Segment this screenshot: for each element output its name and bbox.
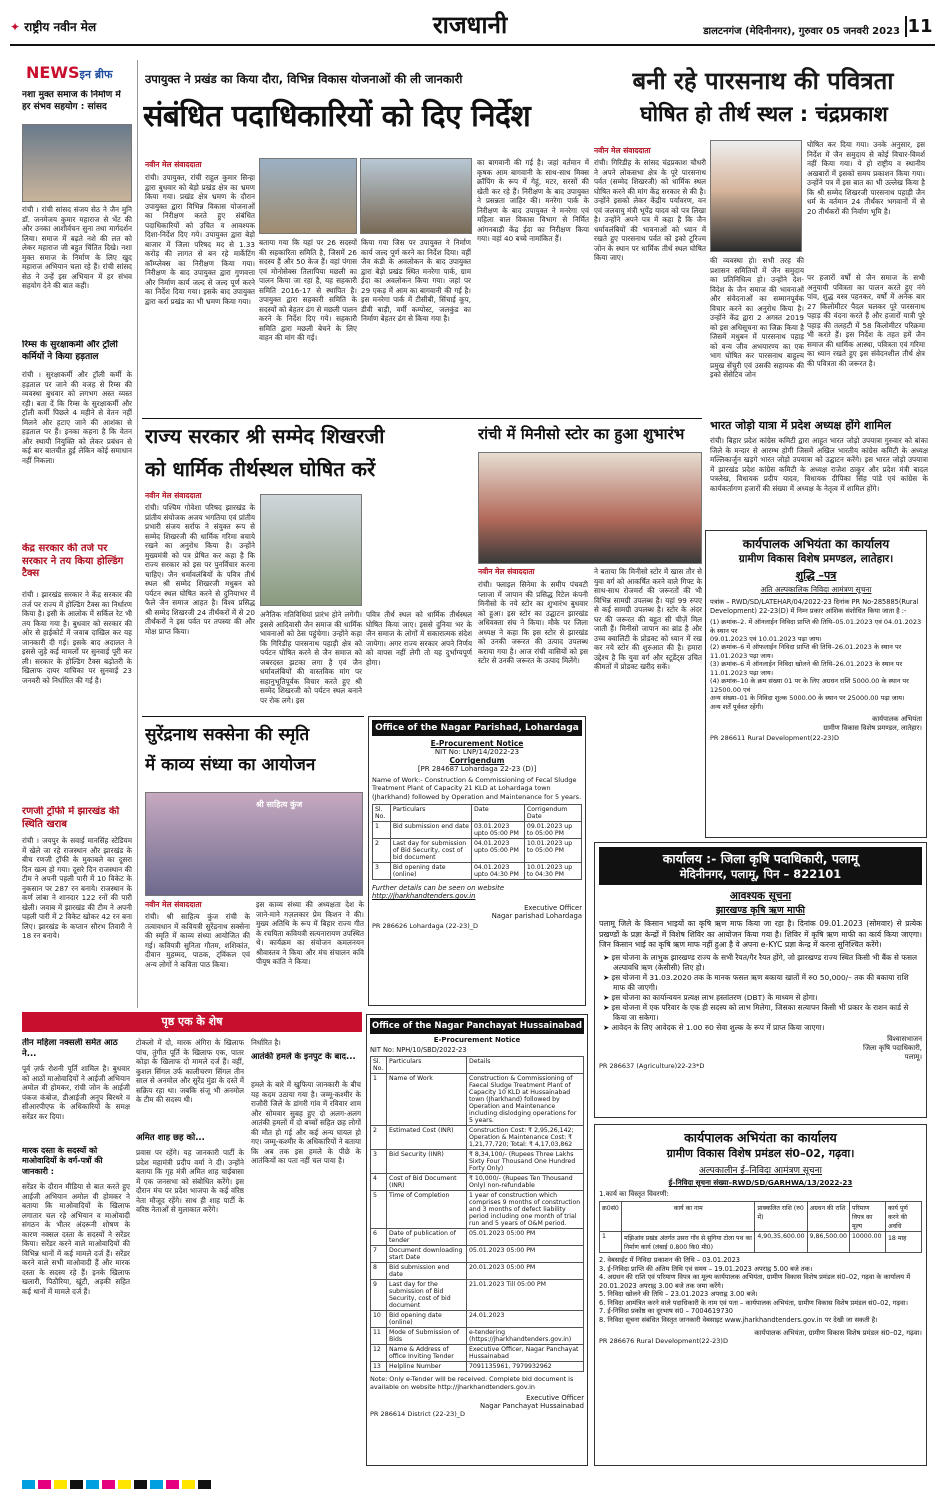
table-header-cell: Particulars [387, 1057, 467, 1074]
table-row [371, 1311, 584, 1328]
registration-swatch [182, 1480, 195, 1489]
masthead-logo [10, 18, 96, 35]
table-row [600, 1232, 922, 1253]
hussainabad-table [370, 1056, 584, 1372]
registration-swatch [102, 1480, 115, 1489]
garhwa-item: 5. निविदा खोलने की तिथि – 23.01.2023 अपराह्न 3.00 बजे। [599, 1290, 758, 1299]
miniso-col-2: ने बताया कि मिनीसो स्टोर में खास तौर से युवा वर्ग को आकर्षित करने वाले गिफ्ट के साथ-साथ रोजमर्रा की जरूरतों की भी विभिन्न सामग्री उपलब्ध है। यहां 99 रुपए से कई सामग्री उपलब्ध है। स्टोर के अंदर घर की जरूरत की बहुत सी चीज़ें मिल जाती हैं। मिनीसो जापान का ब्रांड है और उच्च क्वालिटी के प्रोडक्ट को ध्यान में रख कर नये स्टोर की शुरुआत की है। हमारा उद्देश्य है कि युवा वर्ग और स्टूडेंट्स उचित कीमतों में प्रोडक्ट खरीद सकें। [594, 567, 702, 671]
table-header-cell: कार्य पूर्ण करने की अवधि [886, 1202, 922, 1232]
saxena-col-1: रांची। श्री साहित्य कुंज रांची के तत्वावधान में कवियत्री सुरेंद्रनाथ सक्सेना की स्मृति में काव्य संध्या आयोजित की गई। कवियत्री सुनिता गौतम, शशिकांत, दीवान मुहम्मद, पाठक, ट्विंकल एवं अन्य लोगों ने कविता पाठ किया। [145, 912, 250, 969]
table-cell: Helpline Number [387, 1362, 467, 1372]
lead-headline: संबंधित पदाधिकारियों को दिए निर्देश [143, 99, 531, 134]
table-cell: Name of Work [387, 1074, 467, 1126]
color-registration-strip [22, 1474, 922, 1484]
table-cell: 05.01.2023 05:00 PM [467, 1246, 584, 1263]
left-column-divider [137, 60, 138, 1008]
garhwa-lead: 1.कार्य का विस्तृत विवरणी: [599, 1190, 669, 1198]
krishi-bullet-text: इस योजना में एक परिवार के एक ही सदस्य को लाभ मिलेगा, जिसका सत्यापन किसी भी प्रकार के राशन कार्ड से किया जा सकेगा। [611, 1002, 909, 1022]
krishi-header-block [599, 847, 922, 885]
table-row [371, 1263, 584, 1280]
garhwa-title-1: कार्यपालक अभियंता का कार्यालय [684, 1130, 837, 1145]
table-row [371, 1328, 584, 1345]
garhwa-table-header [600, 1202, 922, 1232]
registration-swatch [86, 1480, 99, 1489]
miniso-col-1: रांची। फ्लाइल सिनेमा के समीप पंचवटी प्लाजा में जापान की प्रसिद्ध रिटेल कंपनी मिनीसो के नये स्टोर का शुभारंभ बुधवार को हुआ। इस स्टोर का उद्घाटन झारखंड अधिवक्ता संघ ने किया। मौके पर जिला अध्यक्ष ने कहा कि इस स्टोर से झारखंड को उनकी जरूरत की उत्पाद उपलब्ध कराया गया है। आज रांची वासियों को इस स्टोर से उनकी जरूरत के उत्पाद मिलेंगे। [478, 580, 588, 665]
table-cell: 2 [373, 839, 391, 863]
table-cell: 13 [371, 1362, 387, 1372]
page-header [10, 6, 935, 46]
table-cell: Construction Cost: ₹ 2,95,26,142; Operation & Maintenance Cost: ₹ 1,21,77,720; Total: ₹ 4,17,03,862 [467, 1126, 584, 1150]
table-cell: ₹ 10,000/- (Rupees Ten Thousand Only) non-refundable [467, 1174, 584, 1191]
continued-body-1: पूर्व ज़र्फ रोशनी पूर्ति शामिल है। बुधवार को आठों माओवादियों ने आईजी अभियान अमोल वी होमकर, रांची जोन के आईजी पंकज कंबोज, डीआईजी अनूप बिरथरे व सीआरपीएफ के अधिकारियों के समक्ष सरेंडर कर दिया। [22, 1064, 130, 1121]
table-cell: 4,90,35,600.00 [755, 1232, 807, 1253]
lohardaga-officer-1: Executive Officer [524, 904, 582, 913]
shikharji-col-1: रांची। पश्चिम गोवेशा परिषद झारखंड के प्रांतीय संयोजक अजय भगतिया एवं प्रांतीय प्रभारी संजय सर्राफ ने संयुक्त रूप से सम्मेद शिखरजी की धार्मिक गरिमा बचाये रखने का अनुरोध किया है। उन्होंने मुख्यमंत्री को पत्र प्रेषित कर कहा है कि राज्य सरकार को इस पर पुनर्विचार करना चाहिए। जैन धर्मावलंबियों के पवित्र तीर्थ स्थल श्री सम्मेद शिखरजी मधुबन को पर्यटन स्थल घोषित करने से दुनियाभर में फैले जैन समाज आहत है। विश्व प्रसिद्ध श्री सम्मेद शिखरजी 24 तीर्थंकरों में से 20 तीर्थंकरों ने इस पर्वत पर तपस्या की और मोक्ष प्राप्त किया। [145, 503, 255, 636]
parasnath-headline-2: घोषित हो तीर्थ स्थल : चंद्रप्रकाश [640, 102, 888, 126]
parasnath-headline-1: बनी रहे पारसनाथ की पवित्रता [632, 67, 894, 95]
table-cell: 10.01.2023 up to 05:00 PM [524, 839, 581, 863]
table-cell: 7091135961, 7979932962 [467, 1362, 584, 1372]
table-row [371, 1074, 584, 1126]
table-header-cell: परिमाण विपत्र का मूल्य [850, 1202, 886, 1232]
table-cell: 1 year of construction which comprises 9 months of construction and 3 months of defect liability period including one month of trial run and 5 years of O&M period. [467, 1191, 584, 1229]
garhwa-item: 4. अग्रधन की राशि एवं परिमाण विपत्र का मूल्य कार्यपालक अभियंता, ग्रामीण विकास विशेष प्रमंडल सं0–02, गढ़वा के कार्यालय में 20.01.2023 अपराह्न 3.00 बजे तक जमा करेंगे। [599, 1273, 911, 1290]
shikharji-col-2: अनैतिक गतिविधियां प्रारंभ होने लगेंगी। इससे आदिवासी जैन समाज की धार्मिक भावनाओं को ठेस पहुंचेगा। उन्होंने कहा कि गिरिडीह पारसनाथ पहाड़ी क्षेत्र को पर्यटन घोषित करने से जैन समाज को जबरदस्त झटका लगा है एवं जैन धर्मावलंबियों की वास्तविक मांग पर सहानुभूतिपूर्वक विचार करते हुए श्री सम्मेद शिखरजी को पर्यटन स्थल बनाने पर रोक लगे। इस [260, 610, 362, 705]
lohardaga-officer-2: Nagar parishad Lohardaga [491, 912, 582, 921]
garhwa-ref: ई–निविदा सूचना संख्या–RWD/SD/GARHWA/13/2022-23 [668, 1178, 853, 1187]
lohardaga-table [372, 804, 582, 880]
krishi-bullet-text: इस योजना का कार्यान्वयन प्रत्यक्ष लाभ हस्तांतरण (DBT) के माध्यम से होगा। [611, 992, 818, 1002]
lohardaga-pr: PR 286626 Lohardaga (22-23)_D [372, 922, 479, 931]
continued-col-3a: निर्धारित है। [251, 1038, 281, 1047]
registration-swatch [166, 1480, 179, 1489]
registration-swatch [134, 1480, 147, 1489]
registration-swatch [198, 1480, 211, 1489]
table-cell: 3 [371, 1150, 387, 1174]
table-cell: 1 [373, 822, 391, 839]
continued-headline-3: अमित शाह छह को... [136, 1133, 205, 1143]
table-cell: 09.01.2023 up to 05:00 PM [524, 822, 581, 839]
lead-col-2: बताया गया कि यहां पर 26 सदस्यों की सहकारिता समिति है, जिसमें 26 सदस्य हैं और 50 केज हैं। वहां पंगास एवं मोनोसेक्स तिलापिया मछली का पालन किया जा रहा है, यह सहकारी समिति 2016-17 से स्थापित है। उपायुक्त द्वारा सहकारी समिति के सदस्यों को बेहतर ढंग से मछली पालन करने के निर्देश दिए गये। सहकारी समिति द्वारा मछली बेचने के लिए वाहन की मांग की गई। [259, 238, 357, 342]
latehar-sub: अति अल्पकालिक निविदा आमंत्रण सूचना [760, 585, 872, 594]
krishi-pr: PR 286637 (Agriculture)22-23*D [599, 1061, 705, 1070]
latehar-item: (4) क्रमांक–10 के क्रम संख्या 01 पर के लिए अग्रधन राशि 5000.00 के स्थान पर 12500.00 एवं [710, 677, 909, 694]
table-cell: 21.01.2023 Till 05:00 PM [467, 1280, 584, 1311]
table-cell: 20.01.2023 05:00 PM [467, 1263, 584, 1280]
table-cell: 1 [600, 1232, 622, 1253]
continued-headline-4: आतंकी हमले के इनपुट के बाद... [251, 1052, 356, 1062]
saxena-col-2: इस काव्य संध्या की अध्यक्षता देश के जाने-माने गज़लकार प्रेम किशन ने की। मुख्य अतिथि के रूप में बिहार राज्य गीत के रचयिता कवियत्री सत्यनारायण उपस्थित थे। कार्यक्रम का संयोजन कमलनयन श्रीवास्तव ने किया और मंच संचालन कवि पीयूष कांति ने किया। [256, 900, 364, 966]
miniso-photo [478, 452, 702, 564]
parasnath-col-1: रांची। गिरिडीह के सांसद चंद्रप्रकाश चौधरी ने अपने लोकसभा क्षेत्र के पूरे पारसनाथ पर्वत (सम्मेद शिखरजी) को धार्मिक स्थल घोषित करने की मांग केंद्र सरकार से की है। उन्होंने इसको लेकर केंद्रीय पर्यावरण, वन एवं जलवायु मंत्री भूपेंद्र यादव को पत्र लिखा है। उन्होंने अपने पत्र में कहा है कि जैन धर्मावलंबियों की भावनाओं को ध्यान में रखते हुए पारसनाथ पर्वत को इको टूरिज्म जोन के स्थान पर धार्मिक तीर्थ स्थल घोषित किया जाए। [594, 158, 706, 262]
lohardaga-sub2: NIT No: LNP/14/2022-23 [434, 748, 520, 756]
registration-swatch [38, 1480, 51, 1489]
page-number: 11 [905, 16, 933, 37]
lead-photo-1 [259, 158, 357, 234]
table-cell: 04.01.2023 upto 04:30 PM [471, 863, 524, 880]
table-cell: Last day for the submission of Bid Security, cost of bid document [387, 1280, 467, 1311]
brief-body-2: रांची । सुरक्षाकर्मी और ट्रॉली कर्मी के हड़ताल पर जाने की वजह से रिम्स की व्यवस्था बुधवार को लगभग अस्त व्यस्त रही। बता दें कि रिम्स के सुरक्षाकर्मी और ट्रॉली कर्मी पिछले 4 महीने से वेतन नहीं मिलने और हटाए जाने की आशंका से हड़ताल पर हैं। इनका कहना है कि वेतन और स्थायी नियुक्ति को लेकर प्रबंधन से कई बार बातचीत हुई लेकिन कोई समाधान नहीं निकला। [22, 370, 132, 465]
shikharji-photo [260, 494, 362, 606]
brief-headline-3: केंद्र सरकार की तर्ज पर सरकार ने तय किया होल्डिंग टैक्स [22, 543, 124, 579]
shikharji-headline-1: राज्य सरकार श्री सम्मेद शिखरजी [145, 424, 385, 448]
brief-body-4: रांची । जयपुर के सवाई मानसिंह स्टेडियम में खेले जा रहे राजस्थान और झारखंड के बीच रणजी ट्रॉफी के मुकाबले का दूसरा दिन खत्म हो गया। दूसरे दिन राजस्थान की टीम ने अपनी पहली पारी में 10 विकेट के नुकसान पर 287 रन बनाये। राजस्थान के कर्ण लांबा ने शानदार 122 रनों की पारी खेली। जवाब में झारखंड की टीम ने अपनी पहली पारी में 2 विकेट खोकर 42 रन बना लिए। झारखंड के कप्तान सौरभ तिवारी ने 18 रन बनाये। [22, 836, 132, 940]
hussainabad-officer-2: Nagar Panchayat Hussainabad [480, 1402, 584, 1410]
hussainabad-nit: NIT No: NPH/10/SBD/2022-23 [370, 1046, 467, 1054]
table-cell: 5 [371, 1191, 387, 1229]
table-cell: Bid submission end date [387, 1263, 467, 1280]
lohardaga-website-link[interactable]: http://jharkhandtenders.gov.in [372, 892, 476, 901]
table-row [373, 822, 582, 839]
arrow-icon: ➤ [603, 952, 612, 962]
table-cell: 7 [371, 1246, 387, 1263]
lead-col-3: किया गया जिस पर उपायुक्त ने निर्माण कार्य जल्द पूर्ण करने का निर्देश दिया। वहीं जैव कंडी के अवलोकन के बाद उपायुक्त द्वारा बेड़ो प्रखंड स्थित मनरेगा पार्क, ग्राम ईदा का अवलोकन किया गया। जहां पर 29 एकड़ में आम का बागवानी की गई है। इस मनरेगा पार्क में टीसीबी, सिंचाई कूप, डीवी बाड़ी, वर्मी कम्पोस्ट, जलकुंड का निर्माण बेहतर ढंग से किया गया है। [361, 238, 471, 323]
continued-body-3: प्रवास पर रहेंगे। यह जानकारी पार्टी के प्रदेश महामंत्री प्रदीप वर्मा ने दी। उन्होंने बताया कि गृह मंत्री अमित शाह चाईबासा में एक जनसभा को संबोधित करेंगे। इस दौरान मंच पर प्रदेश भाजपा के कई वरिष्ठ नेता मौजूद रहेंगे। साथ ही शाह पार्टी के वरिष्ठ नेताओं से मुलाकात करेंगे। [136, 1148, 244, 1214]
table-row [371, 1191, 584, 1229]
table-cell: Bid submission end date [390, 822, 471, 839]
lohardaga-table-header [373, 805, 582, 822]
lead-kicker: उपायुक्त ने प्रखंड का किया दौरा, विभिन्न विकास योजनाओं की ली जानकारी [145, 72, 463, 86]
dateline: डालटनगंज (मेदिनीनगर), गुरुवार 05 जनवरी 2023 [703, 26, 900, 37]
latehar-ref: पत्रांक – RWD/SD/LATEHAR/04/2022-23 दिनांक PR No-285885(Rural Development) 22-23(D) में निम्न प्रकार आंशिक संशोधित किया जाता है :- [710, 598, 919, 615]
saxena-headline-1: सुरेंद्रनाथ सक्सेना की स्मृति [145, 725, 310, 745]
latehar-item: (3) क्रमांक–6 में ऑनलाईन निविदा खोलने की तिथि–26.01.2023 के स्थान पर 11.01.2023 पढ़ा जाय। [710, 660, 903, 677]
continued-body-4: हमले के बारे में खुफिया जानकारी के बीच यह कदम उठाया गया है। जम्मू-कश्मीर के राजौरी जिले के डांगरी गांव में रविवार शाम और सोमवार सुबह हुए दो अलग-अलग आतंकी हमलों में दो बच्चों सहित छह लोगों की मौत हो गई और कई अन्य घायल हो गए। जम्मू-कश्मीर के अधिकारियों ने बताया कि अब तक इस हमले के पीछे के आतंकियों का पता नहीं चल पाया है। [251, 1080, 361, 1165]
brief-headline-4: रणजी ट्रॉफी में झारखंड की स्थिति खराब [22, 806, 120, 830]
yatra-body: रांची। बिहार प्रदेश कांग्रेस कमिटी द्वारा आहूत भारत जोड़ो उपयात्रा गुरुवार को बांका जिले के मन्दार से आरम्भ होगी जिसमें अखिल भारतीय कांग्रेस कमिटी के अध्यक्ष मल्लिकार्जुन खड़गे भारत जोड़ो उपयात्रा को उद्घाटन करेंगे। इस भारत जोड़ो उपयात्रा में झारखंड प्रदेश कांग्रेस कमिटी के अध्यक्ष राजेश ठाकुर और प्रदेश मंत्री बादल पत्रलेख, विधायक प्रदीप यादव, विधायक दीपिका सिंह पांडे एवं कांग्रेस के कार्यकर्तागण हजारों की संख्या में अध्यक्ष के नेतृत्व में शामिल होंगे। [710, 436, 928, 493]
table-row [371, 1174, 584, 1191]
krishi-bullet-text: इस योजना के लाभुक झारखण्ड राज्य के सभी रैयत/गैर रैयत होंगे, जो झारखण्ड राज्य स्थित किसी भी बैंक से फसल अल्पावधि ऋण (केसीसी) लिए हो। [611, 952, 917, 972]
parasnath-col-4: पर हजारों वर्षों से जैन समाज के सभी अनुयायी पवित्रता का पालन करते हुए नंगे पांव, शुद्ध वस्त्र पहनकर, वर्षों में अनेक बार 27 किलोमीटर पैदल चलकर पूरे पारसनाथ पहाड़ की वंदना करते हैं और हजारों यात्री पूरे पहाड़ की तलहटी में 58 किलोमीटर परिक्रमा भी करते हैं। इस निर्देश के तहत हमें जैन समाज की धार्मिक आस्था, पवित्रता एवं गरिमा का ध्यान रखते हुए इस संवेदनशील तीर्थ क्षेत्र की पवित्रता की जरूरत है। [807, 273, 925, 368]
garhwa-item: 7. ई-निविदा प्रकोष्ठ का दूरभाष सं0 – 7004619730 [599, 1307, 733, 1316]
arrow-icon: ➤ [603, 972, 612, 982]
table-cell: Executive Officer, Nagar Panchayat Hussainabad [467, 1345, 584, 1362]
table-cell: 05.01.2023 05:00 PM [467, 1229, 584, 1246]
table-row [371, 1345, 584, 1362]
table-header-cell: कार्य का नाम [622, 1202, 755, 1232]
krishi-head-1: आवश्यक सूचना [729, 890, 792, 902]
table-cell: Document downloading start Date [387, 1246, 467, 1263]
garhwa-item: 6. निविदा आमंत्रित करने वाले पदाधिकारी के नाम एवं पता – कार्यपालक अभियंता, ग्रामीण विकास विशेष प्रमंडल सं0–02, गढ़वा। [599, 1298, 909, 1307]
latehar-title-2: ग्रामीण विकास विशेष प्रमण्डल, लातेहार। [738, 553, 894, 565]
brief-headline-2: रिम्स के सुरक्षाकर्मी और ट्रॉली कर्मियों ने किया हड़ताल [22, 340, 118, 362]
table-cell: मझिआंव प्रखंड अंतर्गत उसरा गाँव से सुगिया टोला पथ का निर्माण कार्य (लंबाई 0.800 कि0 मी0) [622, 1232, 755, 1253]
table-cell: Bid opening date (online) [387, 1311, 467, 1328]
lead-col-4: का बागवानी की गई है। जहां वर्तमान में कृषक आम बागवानी के साथ-साथ मिक्स क्रॉपिंग के रूप में गेहूं, मटर, सरसों की खेती कर रहे हैं। निरीक्षण के बाद उपायुक्त ने प्रसन्नता जाहिर की। मनरेगा पार्क के निरीक्षण के बाद उपायुक्त ने मनरेगा एवं महिला बाल विकास विभाग से निर्मित आंगनबाड़ी केंद्र ईदा का निरीक्षण किया गया। वहां 40 बच्चे नामांकित हैं। [477, 158, 589, 243]
krishi-title-2: मेदिनीनगर, पलामू, पिन – 822101 [679, 867, 842, 881]
table-cell: 10.01.2023 up to 04:30 PM [524, 863, 581, 880]
parasnath-byline: नवीन मेल संवाददाता [594, 146, 651, 155]
brief-photo-1 [22, 124, 132, 202]
krishi-notice [594, 842, 927, 1118]
lead-photo-2 [360, 158, 472, 234]
table-row [371, 1126, 584, 1150]
garhwa-title-2: ग्रामीण विकास विशेष प्रमंडल सं0–02, गढ़वा। [666, 1147, 855, 1160]
shikharji-headline-2: को धार्मिक तीर्थस्थल घोषित करें [145, 457, 376, 481]
registration-swatch [150, 1480, 163, 1489]
latehar-item: (2) क्रमांक–6 में ऑफलाईन निविदा प्राप्ति की तिथि–26.01.2023 के स्थान पर 11.01.2023 पढ़ा जाय। [710, 643, 902, 660]
hussainabad-notice [366, 1014, 588, 1466]
registration-swatch [22, 1480, 35, 1489]
shikharji-col-3: पवित्र तीर्थ स्थल को धार्मिक तीर्थस्थल घोषित किया जाए। इससे दुनिया भर के जैन समाज के लोगों में सकारात्मक संदेश जायेगा। अगर राज्य सरकार अपने निर्णय को वापस नहीं लेगी तो यह दुर्भाग्यपूर्ण होगा। [366, 610, 472, 667]
table-row [371, 1246, 584, 1263]
latehar-item: अन्य संख्या–01 के निविदा शुल्क 5000.00 के स्थान पर 25000.00 पढ़ा जाय। [710, 694, 905, 703]
table-cell: 12 [371, 1345, 387, 1362]
saxena-top-rule [142, 716, 364, 717]
registration-swatch [54, 1480, 67, 1489]
table-cell: 10000.00 [850, 1232, 886, 1253]
garhwa-item: 8. निविदा सूचना संबंधित विस्तृत जानकारी वेबसाइट www.jharkhandtenders.gov.in पर देखी जा सकती है। [599, 1315, 878, 1324]
krishi-bullet [599, 953, 922, 973]
hussainabad-sub: E-Procurement Notice [433, 1036, 521, 1044]
table-row [371, 1362, 584, 1372]
lohardaga-sub4: [PR 284687 Lohardaga 22-23 (D)] [417, 765, 537, 773]
krishi-head-2: झारखण्ड कृषि ऋण माफी [716, 905, 805, 916]
brief-headline-1: नशा मुक्त समाज के निर्माण में हर संभव सहयोग : सांसद [22, 90, 121, 112]
continued-headline-1: तीन महिला नक्सली समेत आठ ने... [22, 1038, 118, 1060]
saxena-photo-banner: श्री साहित्य कुंज [256, 800, 303, 809]
garhwa-item: 2. वेबसाईट में निविदा प्रकाशन की तिथि – 03.01.2023 [599, 1256, 740, 1264]
table-cell: 3 [373, 863, 391, 880]
table-cell: Bid opening date (online) [390, 863, 471, 880]
hussainabad-title: Office of the Nagar Panchayat Hussainabad [370, 1018, 584, 1034]
lohardaga-title: Office of the Nagar Parishad, Lohardaga [372, 720, 582, 736]
krishi-bullet-text: आवेदन के लिए आवेदक से 1.00 रु0 सेवा शुल्क के रूप में प्राप्त किया जाएगा। [611, 1022, 825, 1032]
table-cell: e-tendering (https://jharkhandtenders.gov.in) [467, 1328, 584, 1345]
table-row [373, 863, 582, 880]
latehar-title-1: कार्यपालक अभियंता का कार्यालय [742, 537, 890, 551]
bird-icon: ✦ [10, 20, 21, 34]
lohardaga-sub3: Corrigendum [449, 756, 505, 765]
lohardaga-notice [368, 716, 586, 1006]
table-cell: Name & Address of office Inviting Tender [387, 1345, 467, 1362]
news-in-brief-tag [26, 63, 112, 82]
table-cell: 8 [371, 1263, 387, 1280]
yatra-headline: भारत जोड़ो यात्रा में प्रदेश अध्यक्ष होंगे शामिल [710, 419, 892, 432]
krishi-title-1: कार्यालय :- जिला कृषि पदाधिकारी, पलामू [662, 851, 859, 866]
table-cell: Construction & Commissioning of Faecal Sludge Treatment Plant of Capacity 10 KLD at Hussainabad town (Jharkhand) followed by Operation and Maintenance including dislodging operations for 5 years. [467, 1074, 584, 1126]
table-cell: 4 [371, 1174, 387, 1191]
krishi-intro: पलामू जिले के किसान भाइयों का कृषि ऋण माफ किया जा रहा है। दिनांक 09.01.2023 (सोमवार) से प्रत्येक प्रखण्डों के प्रज्ञा केन्द्रों में विशेष शिविर का आयोजन किया गया है। शिविर में कृषि ऋण माफी का कार्य किया जाएगा। जिन किसान भाई का कृषि ऋण माफ नहीं हुआ है वे अपना e-KYC प्रज्ञा केन्द्र में करना सुनिश्चित करेंगे। [599, 919, 922, 950]
table-header-cell: Sl. No. [371, 1057, 387, 1074]
parasnath-col-2: घोषित कर दिया गया। उनके अनुसार, इस निर्देश में जैन समुदाय से कोई विचार-विमर्श नहीं किया गया। ये हो राष्ट्रीय व स्थानीय अखबारों में इसको समय प्रकाशन किया गया। उन्होंने पत्र में इस बात का भी उल्लेख किया है कि श्री सम्मेद शिखरजी पारसनाथ पहाड़ी जैन धर्म के वर्तमान 24 तीर्थंकर भगवानों में से 20 तीर्थंकरों की निर्वाण भूमि है। [807, 140, 925, 216]
krishi-sign-3: पलामू। [904, 1052, 922, 1061]
saxena-photo [145, 792, 363, 896]
garhwa-title-3: अल्पकालीन ई–निविदा आमंत्रण सूचना [699, 1166, 822, 1176]
shikharji-byline: नवीन मेल संवाददाता [145, 491, 202, 500]
table-cell: Last day for submission of Bid Security, cost of bid document [390, 839, 471, 863]
garhwa-notice [594, 1124, 927, 1466]
lohardaga-sub1: E-Procurement Notice [430, 739, 524, 748]
registration-swatch [70, 1480, 83, 1489]
garhwa-item: 3. ई-निविदा प्राप्ति की अंतिम तिथि एवं समय – 19.01.2023 अपराह्न 5.00 बजे तक। [599, 1264, 813, 1273]
table-cell: 04.01.2023 upto 05:00 PM [471, 839, 524, 863]
table-cell: 18 माह [886, 1232, 922, 1253]
latehar-notice [705, 530, 927, 838]
saxena-byline: नवीन मेल संवाददाता [145, 900, 202, 909]
krishi-bullet-text: इस योजना में 31.03.2020 तक के मानक फसल ऋण बकाया खातों में रु0 50,000/– तक की बकाया राशि माफ की जाएगी। [611, 972, 909, 992]
table-cell: ₹ 8,34,100/- (Rupees Three Lakhs Sixty Four Thousand One Hundred Forty Only) [467, 1150, 584, 1174]
news-tag-label: NEWS [26, 63, 80, 82]
latehar-item: अन्य शर्तें पूर्ववत रहेंगी। [710, 702, 764, 711]
garhwa-table [599, 1201, 922, 1253]
table-cell: Time of Completion [387, 1191, 467, 1229]
table-row [371, 1280, 584, 1311]
table-header-cell: क्र0सं0 [600, 1202, 622, 1232]
continued-banner: पृष्ठ एक के शेष [22, 1012, 362, 1032]
krishi-sign-2: जिला कृषि पदाधिकारी, [863, 1043, 922, 1052]
shikharji-top-rule [142, 418, 702, 419]
continued-col-2a: टोकलो में दो, मारक अंगिरा के खिलाफ पांच, तुंगीत पूर्ति के खिलाफ एक, पातर कोड़ा के खिलाफ दो मामले दर्ज हैं। वहीं, कुशल सिंगल उर्फ कालीचरण सिंगल तीन साल से अनमोल और सुरेंद्र मुंडा के दस्ते में सक्रिय रहा था। जबकि संजू भी अनमोल के टीम की सदस्य थी। [136, 1038, 244, 1104]
table-cell: Date of publication of tender [387, 1229, 467, 1246]
table-row [373, 839, 582, 863]
lead-byline: नवीन मेल संवाददाता [145, 160, 202, 169]
hussainabad-table-header [371, 1057, 584, 1074]
krishi-bullet [599, 973, 922, 993]
garhwa-officer: कार्यपालक अभियंता, ग्रामीण विकास विशेष प्रमंडल सं0–02, गढ़वा। [754, 1328, 922, 1337]
continued-body-2: सरेंडर के दौरान मीडिया से बात करते हुए आईजी अभियान अमोल वी होमकर ने बताया कि माओवादियों के खिलाफ लगातार चल रहे अभियान व माओवादी संगठन के भीतर अंदरूनी शोषण के कारण नक्सल दस्ता के सदस्यों ने सरेंडर किया। सरेंडर करने वाले माओवादियों की विभिन्न थानों में कई मामले दर्ज हैं। सरेंडर करने वाले सभी माओवादी हैं और मारक दस्ता के सदस्य रहे हैं। इनके खिलाफ खलारी, पिठौरिया, खूंटी, अड़की सहित कई थानों में मामले दर्ज हैं। [22, 1182, 130, 1296]
latehar-item: (1) क्रमांक–2. में ऑनलाईन निविदा प्राप्ति की तिथि–05.01.2023 एवं 04.01.2023 के स्थान पर [710, 618, 922, 635]
table-header-cell: Details [467, 1057, 584, 1074]
miniso-headline: रांची में मिनीसो स्टोर का हुआ शुभारंभ [478, 425, 685, 443]
table-cell: Mode of Submission of Bids [387, 1328, 467, 1345]
brief-body-3: रांची । झारखंड सरकार ने केंद्र सरकार की तर्ज पर राज्य में होल्डिंग टैक्स का निर्धारण किया है। इसी के आलोक में सर्किल रेट भी तय किया गया है। बुधवार को सरकार की ओर से हाईकोर्ट में जवाब दाखिल कर यह जानकारी दी गई। इसके बाद अदालत ने इससे जुड़े कई मामलों पर सुनवाई पूरी कर ली। सरकार के होल्डिंग टैक्स बढ़ोतरी के खिलाफ दायर याचिका पर सुनवाई 23 जनवरी को निर्धारित की गई है। [22, 590, 132, 685]
latehar-officer-1: कार्यपालक अभियंता [872, 714, 922, 723]
lohardaga-footer-1: Further details can be seen on website [372, 884, 505, 893]
latehar-item: 09.01.2023 एवं 10.01.2023 पढ़ा जाय। [710, 635, 822, 643]
masthead-text: राष्ट्रीय नवीन मेल [24, 20, 97, 34]
table-row [371, 1229, 584, 1246]
hussainabad-officer-1: Executive Officer [526, 1394, 584, 1402]
latehar-title-3: शुद्धि –पत्र [795, 569, 837, 582]
table-cell: 2 [371, 1126, 387, 1150]
krishi-bullet [599, 1003, 922, 1023]
table-header-cell: Particulars [390, 805, 471, 822]
hussainabad-pr: PR 286614 District (22-23)_D [370, 1410, 466, 1418]
registration-swatch [118, 1480, 131, 1489]
table-cell: Bid Security (INR) [387, 1150, 467, 1174]
section-title: राजधानी [432, 10, 508, 39]
saxena-headline-2: में काव्य संध्या का आयोजन [145, 755, 316, 775]
brief-tag-label: इन ब्रीफ [79, 68, 113, 81]
table-cell: Estimated Cost (INR) [387, 1126, 467, 1150]
continued-headline-2: मारक दस्ता के सदस्यों को माओवादियों के वर्ग-पत्रों की जानकारी : [22, 1146, 103, 1176]
arrow-icon: ➤ [603, 992, 612, 1002]
table-cell: 6 [371, 1229, 387, 1246]
table-header-cell: Sl. No. [373, 805, 391, 822]
krishi-bullet [599, 1023, 922, 1033]
krishi-bullet [599, 993, 922, 1003]
table-cell: 1 [371, 1074, 387, 1126]
table-header-cell: अग्रधन की राशि [807, 1202, 849, 1232]
arrow-icon: ➤ [603, 1022, 612, 1032]
parasnath-col-3: की व्यवस्था हो। सभी तरह की प्रशासन समितियों में जैन समुदाय का प्रतिनिधित्व हो। उन्होंने देश-विदेश के जैन समाज की भावनाओं और संवेदनाओं का सम्मानपूर्वक विचार करने का अनुरोध किया है। उन्होंने केंद्र द्वारा 2 अगस्त 2019 को इस अधिसूचना का जिक्र किया है जिसमें मधुबन में पारसनाथ पहाड़ को वन्य जीव अभयारण्य का एक भाग घोषित कर पारसनाथ बाहुल्य प्रमुख सेंचुरी एवं उसकी सहायक की इको सेंसेटिव जोन [710, 256, 804, 379]
latehar-pr: PR 286611 Rural Development(22-23)D [710, 733, 839, 742]
table-cell: Cost of Bid Document (INR) [387, 1174, 467, 1191]
lead-col-1: रांची। उपायुक्त, रांची राहुल कुमार सिन्हा द्वारा बुधवार को बेड़ो प्रखंड क्षेत्र का भ्रमण किया गया। प्रखंड क्षेत्र भ्रमण के दौरान उपायुक्त द्वारा विभिन्न विकास योजनाओं का निरीक्षण करते हुए संबंधित पदाधिकारियों को उचित व आवश्यक दिशा-निर्देश दिए गये। उपायुक्त द्वारा बेड़ो बाजार में जिला परिषद मद से 1.33 करोड़ की लागत से बन रहे मार्केटिंग कॉम्प्लेक्स का निरीक्षण किया गया। निरीक्षण के बाद उपायुक्त द्वारा गुणवत्ता और निर्माण कार्य जल्द से जल्द पूर्ण करने का निर्देश दिया गया। इसके बाद उपायुक्त द्वारा कर्रा प्रखंड का भी भ्रमण किया गया। [145, 173, 255, 306]
parasnath-portrait [710, 140, 802, 252]
hussainabad-note: Note: Only e-Tender will be received. Complete bid document is available on website http://jharkhandtenders.gov.in [370, 1375, 574, 1391]
arrow-icon: ➤ [603, 1002, 612, 1012]
table-cell: 11 [371, 1328, 387, 1345]
table-cell: 9 [371, 1280, 387, 1311]
table-header-cell: Corrigendum Date [524, 805, 581, 822]
lohardaga-work: Name of Work:- Construction & Commissioning of Fecal Sludge Treatment Plant of Capacity 21 KLD at Lohardaga town (Jharkhand) followed by Operation and Maintenance for 5 years. [372, 776, 582, 801]
brief-body-1: रांची । रांची सांसद संजय सेठ ने जैन मुनि डॉ. जनमेजय कुमार महाराज से भेंट की और उनका आशीर्वचन सुना तथा मार्गदर्शन लिया। समाज में बढ़ते नशे की लत को लेकर महाराज जी बहुत चिंतित दिखे। नशा मुक्त समाज के निर्माण के लिए खुद महाराज अभियान चला रहे हैं। रांची सांसद सेठ ने उन्हें इस अभियान में हर संभव सहयोग देने की बात कही। [22, 205, 132, 290]
krishi-sign-1: विश्वासभाजन [887, 1034, 922, 1043]
table-header-cell: प्राक्कलित राशि (रु0 में) [755, 1202, 807, 1232]
table-cell: 03.01.2023 upto 05:00 PM [471, 822, 524, 839]
table-cell: 9,86,500.00 [807, 1232, 849, 1253]
table-row [371, 1150, 584, 1174]
table-cell: 10 [371, 1311, 387, 1328]
miniso-byline: नवीन मेल संवाददाता [478, 567, 535, 576]
garhwa-pr: PR 286676 Rural Development(22-23)D [599, 1336, 728, 1345]
table-cell: 24.01.2023 [467, 1311, 584, 1328]
latehar-officer-2: ग्रामीण विकास विशेष प्रमण्डल, लातेहार। [823, 723, 922, 732]
table-header-cell: Date [471, 805, 524, 822]
